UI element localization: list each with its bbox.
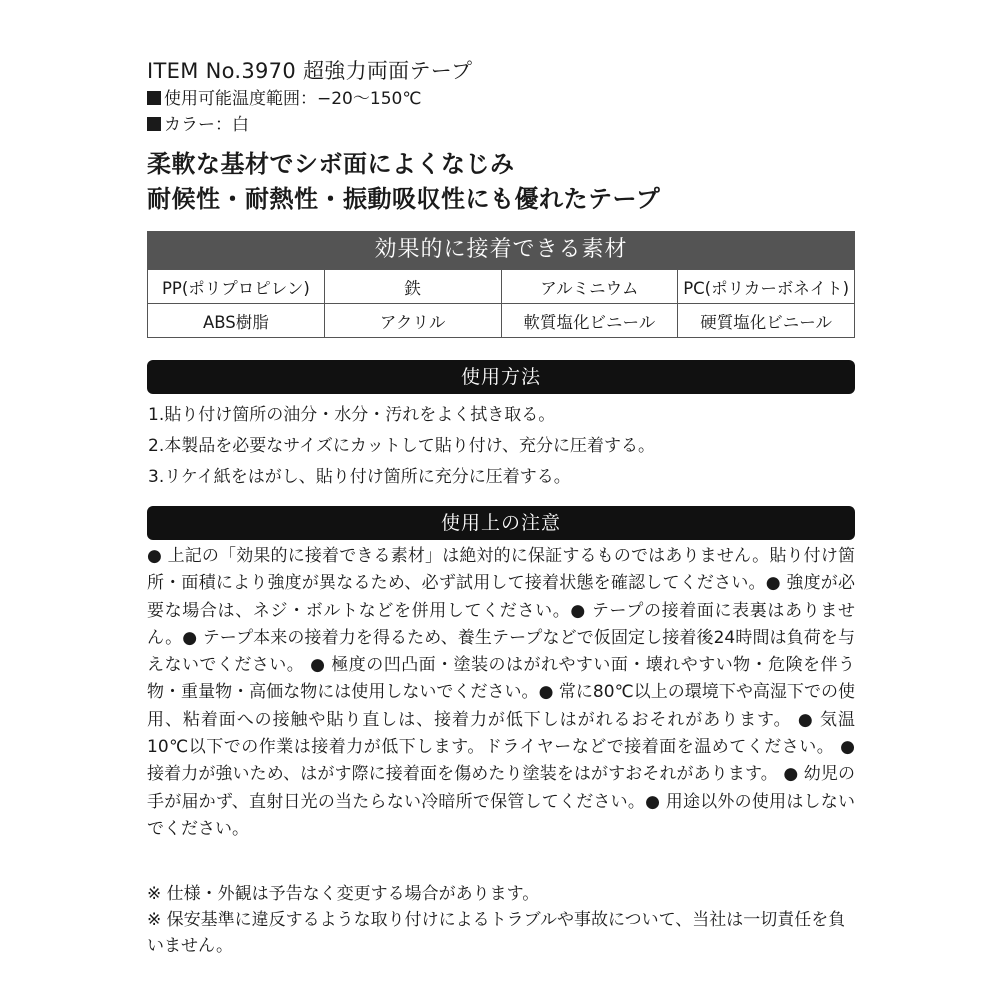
notes [147, 881, 855, 959]
spec-temperature-text: 使用可能温度範囲：−20〜150℃ [164, 89, 422, 109]
table-cell: PC(ポリカーボネイト) [678, 270, 855, 304]
usage-header: 使用方法 [147, 360, 855, 394]
table-cell: 硬質塩化ビニール [678, 304, 855, 338]
note-spec-change: ※ 仕様・外観は予告なく変更する場合があります。 [147, 884, 540, 904]
table-cell: アルミニウム [501, 270, 678, 304]
usage-steps [147, 400, 855, 493]
caution-text: ● 上記の「効果的に接着できる素材」は絶対的に保証するものではありません。貼り付け箇所・面積により強度が異なるため、必ず試用して接着状態を確認してください。● 強度が必要な場合は、ネジ・ボルトなどを併用してください。● テープの接着面に表裏はありません。● テープ本来の接着力を得るため、養生テープなどで仮固定し接着後24時間は負荷を与えないでください。 ● 極度の凹凸面・塗装のはがれやすい面・壊れやすい物・危険を伴う物・重量物・高価な物には使用しないでください。● 常に80℃以上の環境下や高湿下での使用、粘着面への接触や貼り直しは、接着力が低下しはがれるおそれがあります。 ● 気温10℃以下での作業は接着力が低下します。ドライヤーなどで接着面を温めてください。 ● 接着力が強いため、はがす際に接着面を傷めたり塗装をはがすおそれがあります。 ● 幼児の手が届かず、直射日光の当たらない冷暗所で保管してください。● 用途以外の使用はしないでください。 [147, 546, 855, 839]
table-cell: 軟質塩化ビニール [501, 304, 678, 338]
caution-header: 使用上の注意 [147, 506, 855, 540]
package-back-label [147, 56, 855, 959]
materials-header: 効果的に接着できる素材 [147, 231, 855, 269]
item-title: ITEM No.3970 超強力両面テープ [147, 59, 473, 83]
spec-color-text: カラー：白 [164, 115, 249, 135]
table-row [148, 270, 855, 304]
note-liability: ※ 保安基準に違反するような取り付けによるトラブルや事故について、当社は一切責任を負いません。 [147, 910, 846, 956]
table-row [148, 304, 855, 338]
catchphrase-line-1: 柔軟な基材でシボ面によくなじみ [147, 150, 515, 178]
list-item: 2.本製品を必要なサイズにカットして貼り付け、充分に圧着する。 [148, 436, 656, 456]
materials-table [147, 269, 855, 338]
list-item: 3.リケイ紙をはがし、貼り付け箇所に充分に圧着する。 [148, 467, 571, 487]
table-cell: ABS樹脂 [148, 304, 325, 338]
catchphrase [147, 147, 855, 217]
list-item: 1.貼り付け箇所の油分・水分・汚れをよく拭き取る。 [148, 405, 556, 425]
spec-temperature [147, 86, 855, 112]
catchphrase-line-2: 耐候性・耐熱性・振動吸収性にも優れたテープ [147, 185, 661, 213]
table-cell: 鉄 [324, 270, 501, 304]
spec-color [147, 112, 855, 138]
table-cell: PP(ポリプロピレン) [148, 270, 325, 304]
square-bullet-icon [147, 91, 161, 105]
square-bullet-icon [147, 117, 161, 131]
table-cell: アクリル [324, 304, 501, 338]
